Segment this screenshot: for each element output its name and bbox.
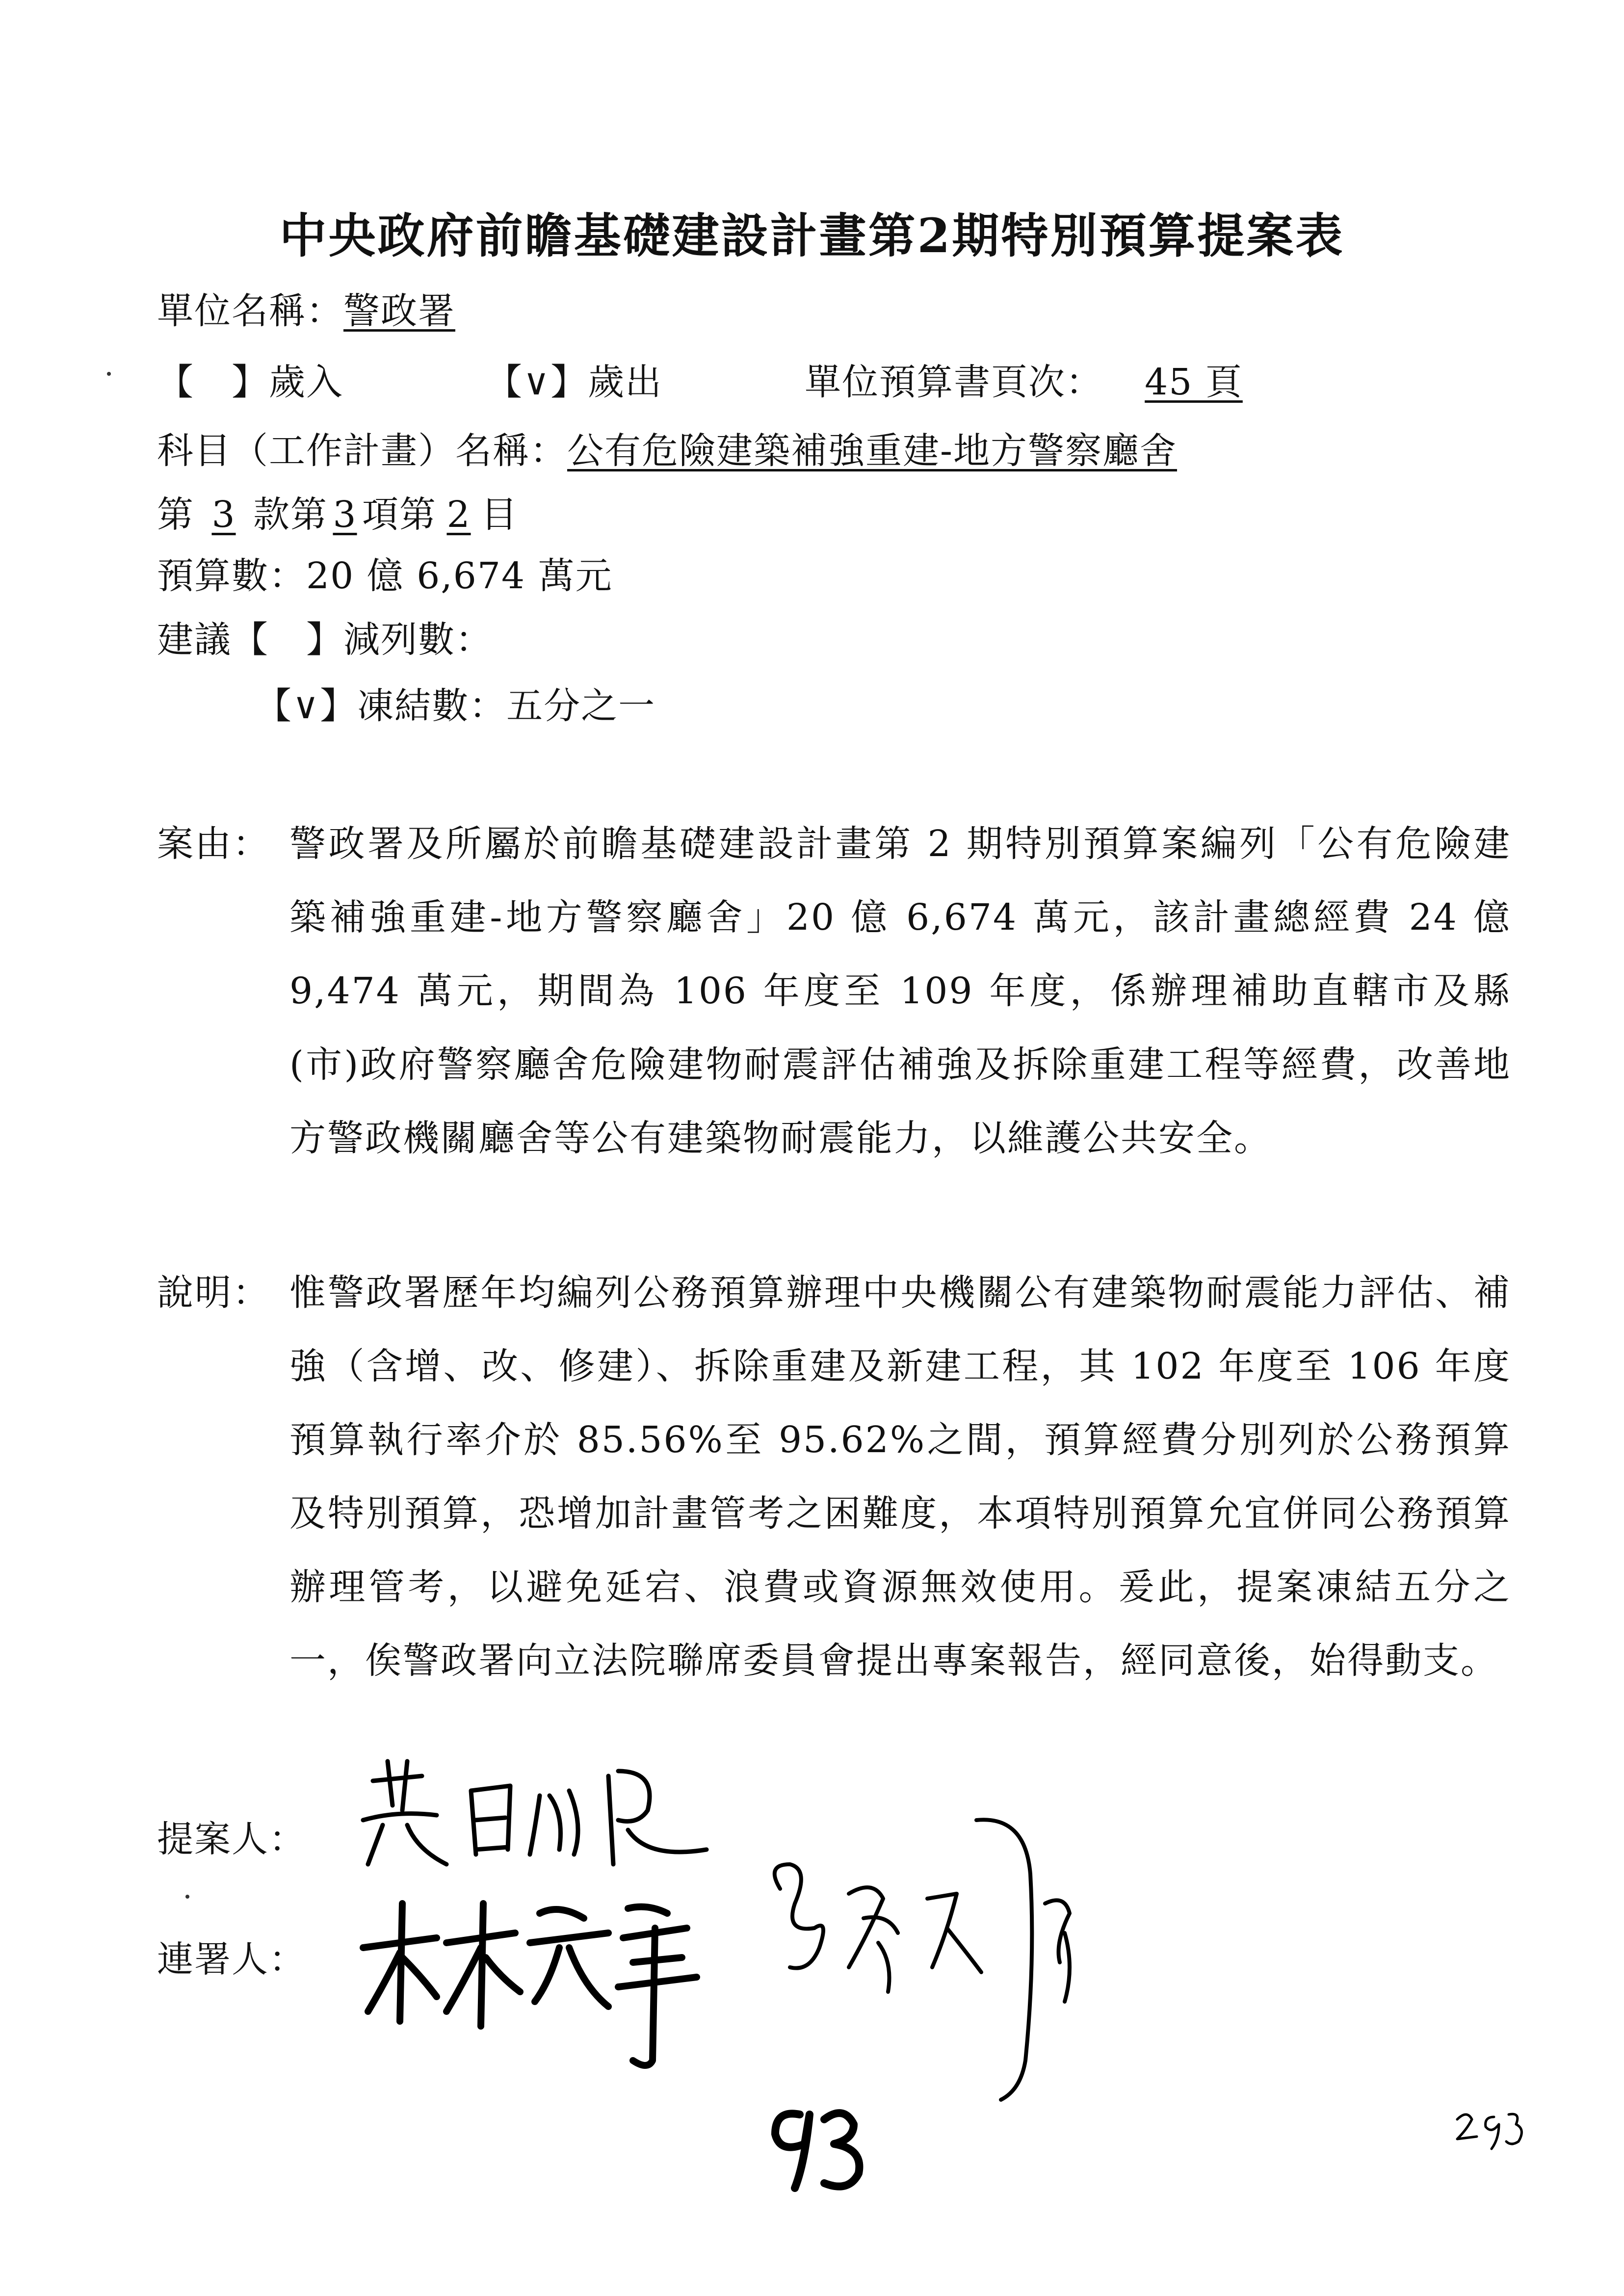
explain-section: [157, 1256, 1516, 1776]
item-mu: 2: [446, 494, 471, 536]
item-xiang: 3: [333, 494, 357, 536]
subject-value: 公有危險建築補強重建-地方警察廳舍: [567, 430, 1178, 472]
corner-number-293: [1447, 2100, 1531, 2154]
subject-row: [157, 422, 1177, 474]
cosigner-label: 連署人：: [157, 1938, 306, 1981]
expense-checkbox: 【∨】歲出: [486, 361, 663, 403]
reason-label: 案由：: [157, 823, 270, 865]
budget-page-row: [805, 353, 1284, 405]
cosigner-signature-1: [353, 1874, 707, 2085]
budget-amount: 預算數：20 億 6,674 萬元: [157, 555, 613, 597]
unit-name-label: 單位名稱：: [157, 290, 343, 332]
explain-label: 說明：: [157, 1272, 270, 1314]
unit-name-row: [157, 282, 455, 334]
handwritten-page-number-93: [756, 2095, 878, 2198]
page-title: 中央政府前瞻基礎建設計畫第2期特別預算提案表: [279, 208, 1345, 263]
cosigner-signature-2: [751, 1805, 1104, 2110]
explain-text: 惟警政署歷年均編列公務預算辦理中央機關公有建築物耐震能力評估、補強（含增、改、修建）、拆除重建及新建工程，其 102 年度至 106 年度預算執行率介於 85.56%至 95.62%之間，預算經費分別列於公務預算及特別預算，恐增加計畫管考之困難度，本項特別預算允宜併同公務預算辦理管考，以避免延宕、浪費或資源無效使用。爰此，提案凍結五分之一，俟警政署向立法院聯席委員會提出專案報告，經同意後，始得動支。: [289, 1272, 1511, 1682]
suggest-reduce: 建議【 】減列數：: [157, 619, 493, 661]
scan-speck: [185, 1895, 189, 1899]
item-prefix: 第: [157, 494, 194, 536]
item-xiang-label: 項第: [362, 494, 437, 536]
item-mu-label: 目: [481, 494, 518, 536]
unit-name-value: 警政署: [343, 290, 455, 332]
scan-speck: [107, 372, 111, 376]
proposer-signature: [353, 1751, 726, 1879]
budget-page-value: 45 頁: [1145, 361, 1243, 403]
reason-text: 警政署及所屬於前瞻基礎建設計畫第 2 期特別預算案編列「公有危險建築補強重建-地方警察廳舍」20 億 6,674 萬元，該計畫總經費 24 億 9,474 萬元，期間為 106 年度至 109 年度，係辦理補助直轄市及縣(市)政府警察廳舍危險建物耐震評估補強及拆除重建工程等經費，改善地方警政機關廳舍等公有建築物耐震能力，以維護公共安全。: [289, 823, 1511, 1159]
item-row: [157, 486, 518, 538]
item-kuan: 3: [211, 494, 236, 536]
proposer-label: 提案人：: [157, 1818, 306, 1860]
item-kuan-label: 款第: [253, 494, 328, 536]
subject-label: 科目（工作計畫）名稱：: [157, 430, 567, 472]
revenue-checkbox: 【 】歲入: [157, 361, 343, 403]
suggest-freeze: 【∨】凍結數：五分之一: [255, 685, 656, 727]
reason-section: [157, 807, 1516, 1258]
budget-page-label: 單位預算書頁次：: [805, 361, 1103, 403]
